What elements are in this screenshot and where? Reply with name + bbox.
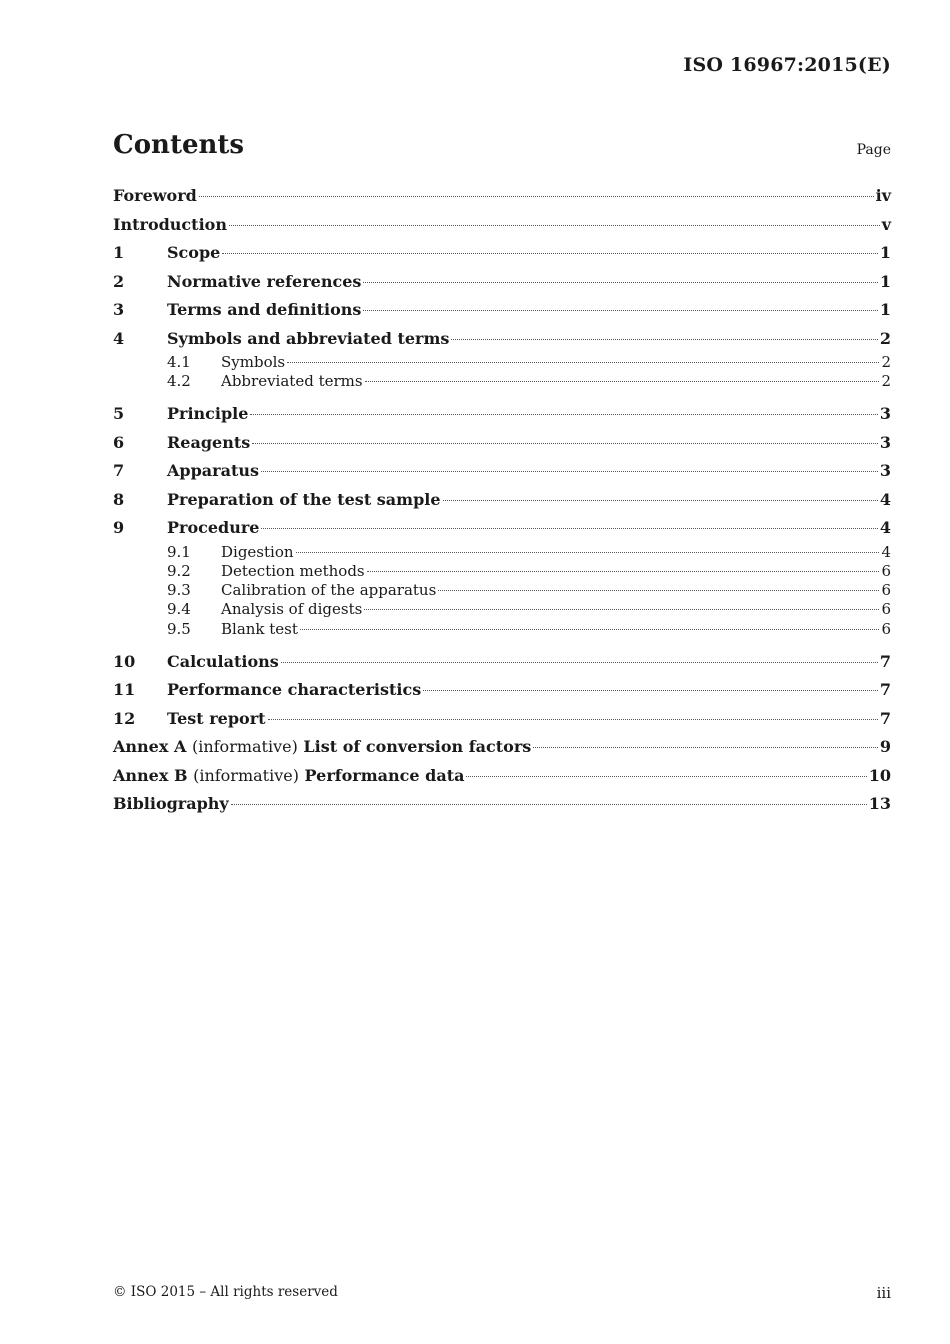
toc-entry-page: 1: [879, 243, 891, 262]
toc-entry-page: 3: [879, 461, 891, 481]
dot-leader: [268, 719, 878, 720]
toc-entry-title: Introduction: [113, 214, 227, 234]
toc-entry-number: 4.2: [167, 372, 191, 391]
toc-subentry-abbreviated-terms[interactable]: [113, 372, 891, 391]
toc-entry-title: Blank test: [221, 619, 298, 638]
toc-entry-title: Digestion: [221, 542, 294, 561]
toc-entry-page: 4: [879, 489, 891, 509]
toc-entry-number: 9: [113, 518, 125, 538]
toc-entry-number: 12: [113, 708, 136, 728]
toc-entry-page: 3: [879, 432, 891, 452]
annex-title: Performance data: [304, 765, 465, 785]
toc-entry-number: 11: [113, 680, 136, 700]
dot-leader: [367, 571, 880, 572]
dot-leader: [222, 253, 878, 254]
dot-leader: [229, 225, 880, 226]
toc-entry-title: Test report: [167, 708, 266, 728]
dot-leader: [287, 362, 879, 363]
toc-entry-title: Symbols and abbreviated terms: [167, 328, 450, 348]
dot-leader: [443, 500, 878, 501]
toc-entry-page: 7: [879, 708, 891, 728]
toc-entry-number: 9.3: [167, 581, 191, 600]
toc-entry-title: [113, 733, 531, 762]
toc-entry-number: 1: [113, 243, 125, 262]
dot-leader: [364, 609, 879, 610]
toc-entry-title: Bibliography: [113, 794, 229, 814]
dot-leader: [466, 776, 866, 777]
toc-entry-title: Foreword: [113, 186, 197, 205]
toc-entry-page: 6: [881, 600, 891, 619]
toc-entry-scope[interactable]: [113, 239, 891, 268]
toc-entry-annex-b[interactable]: [113, 762, 891, 791]
toc-subentry-digestion[interactable]: [113, 543, 891, 562]
toc-subentry-calibration[interactable]: [113, 581, 891, 600]
toc-entry-procedure[interactable]: [113, 514, 891, 543]
dot-leader: [300, 629, 880, 630]
toc-entry-terms-and-definitions[interactable]: [113, 296, 891, 325]
dot-leader: [363, 310, 877, 311]
toc-entry-page: 7: [879, 680, 891, 700]
toc-entry-number: 9.1: [167, 542, 191, 561]
dot-leader: [261, 528, 877, 529]
toc-entry-title: Calculations: [167, 651, 279, 671]
page-column-label: Page: [856, 142, 891, 158]
toc-entry-page: 1: [879, 271, 891, 291]
toc-entry-title: Analysis of digests: [221, 600, 363, 619]
toc-entry-introduction[interactable]: [113, 211, 891, 240]
toc-entry-title: [113, 762, 464, 791]
toc-entry-page: 2: [879, 328, 891, 348]
toc-entry-page: iv: [875, 186, 891, 205]
toc-entry-preparation-of-test-sample[interactable]: [113, 486, 891, 515]
toc-entry-foreword[interactable]: [113, 182, 891, 211]
toc-entry-title: Procedure: [167, 518, 260, 538]
toc-subentry-analysis-of-digests[interactable]: [113, 600, 891, 619]
toc-entry-page: 3: [879, 404, 891, 424]
toc-entry-page: 1: [879, 300, 891, 319]
toc-entry-title: Reagents: [167, 432, 251, 452]
toc-entry-apparatus[interactable]: [113, 457, 891, 486]
toc-entry-number: 9.5: [167, 619, 191, 638]
toc-entry-number: 9.2: [167, 562, 191, 581]
toc-entry-reagents[interactable]: [113, 429, 891, 458]
toc-entry-page: 6: [881, 581, 891, 600]
dot-leader: [363, 282, 877, 283]
toc-entry-normative-references[interactable]: [113, 268, 891, 297]
toc-entry-page: 9: [879, 737, 891, 757]
toc-entry-performance-characteristics[interactable]: [113, 676, 891, 705]
dot-leader: [252, 443, 878, 444]
toc-entry-page: 2: [881, 372, 891, 391]
contents-heading: Contents: [113, 130, 245, 160]
annex-qualifier: (informative): [191, 737, 298, 757]
dot-leader: [438, 590, 879, 591]
toc-entry-number: 8: [113, 489, 125, 509]
toc-entry-principle[interactable]: [113, 400, 891, 429]
toc-entry-page: 2: [881, 353, 891, 371]
toc-entry-title: Principle: [167, 404, 249, 424]
annex-qualifier: (informative): [193, 765, 299, 785]
toc-entry-annex-a[interactable]: [113, 733, 891, 762]
toc-entry-title: Calibration of the apparatus: [221, 581, 437, 600]
toc-entry-title: Normative references: [167, 271, 362, 291]
toc-entry-page: 6: [881, 562, 891, 581]
toc-entry-title: Symbols: [221, 353, 286, 371]
toc-entry-test-report[interactable]: [113, 705, 891, 734]
toc-entry-number: 4: [113, 328, 125, 348]
toc-entry-number: 5: [113, 404, 125, 424]
toc-subentry-blank-test[interactable]: [113, 620, 891, 639]
toc-entry-number: 7: [113, 461, 125, 481]
toc-entry-symbols-and-abbreviated-terms[interactable]: [113, 325, 891, 354]
dot-leader: [199, 196, 874, 197]
page-footer: [113, 1284, 891, 1302]
dot-leader: [365, 381, 880, 382]
toc-entry-page: 7: [879, 651, 891, 671]
dot-leader: [250, 414, 877, 415]
dot-leader: [231, 804, 867, 805]
document-identifier: ISO 16967:2015(E): [683, 54, 891, 76]
dot-leader: [451, 339, 877, 340]
toc-entry-title: Performance characteristics: [167, 680, 422, 700]
toc-entry-number: 10: [113, 651, 136, 671]
annex-title: List of conversion factors: [303, 737, 532, 757]
toc-entry-number: 9.4: [167, 600, 191, 619]
toc-entry-number: 4.1: [167, 353, 191, 371]
toc-entry-title: Preparation of the test sample: [167, 489, 441, 509]
toc-entry-title: Terms and definitions: [167, 300, 362, 319]
toc-entry-title: Apparatus: [167, 461, 259, 481]
toc-subentry-detection-methods[interactable]: [113, 562, 891, 581]
toc-entry-number: 2: [113, 271, 125, 291]
dot-leader: [533, 747, 878, 748]
toc-entry-bibliography[interactable]: [113, 790, 891, 819]
toc-entry-page: 4: [879, 518, 891, 538]
toc-entry-page: 4: [881, 542, 891, 561]
toc-entry-page: 13: [868, 794, 891, 814]
dot-leader: [281, 662, 878, 663]
toc-entry-calculations[interactable]: [113, 648, 891, 677]
annex-label: Annex A: [113, 737, 187, 757]
dot-leader: [261, 471, 878, 472]
toc-entry-number: 3: [113, 300, 125, 319]
toc-entry-number: 6: [113, 432, 125, 452]
toc-entry-title: Abbreviated terms: [221, 372, 363, 391]
toc-entry-title: Detection methods: [221, 562, 365, 581]
toc-entry-page: 6: [881, 619, 891, 638]
dot-leader: [423, 690, 878, 691]
toc-entry-page: v: [881, 214, 891, 234]
table-of-contents: [113, 182, 891, 819]
copyright-notice: © ISO 2015 – All rights reserved: [113, 1284, 338, 1300]
toc-entry-page: 10: [868, 765, 891, 785]
page-number: iii: [876, 1284, 891, 1302]
toc-entry-title: Scope: [167, 243, 221, 262]
dot-leader: [296, 552, 880, 553]
toc-subentry-symbols[interactable]: [113, 353, 891, 372]
annex-label: Annex B: [113, 765, 188, 785]
